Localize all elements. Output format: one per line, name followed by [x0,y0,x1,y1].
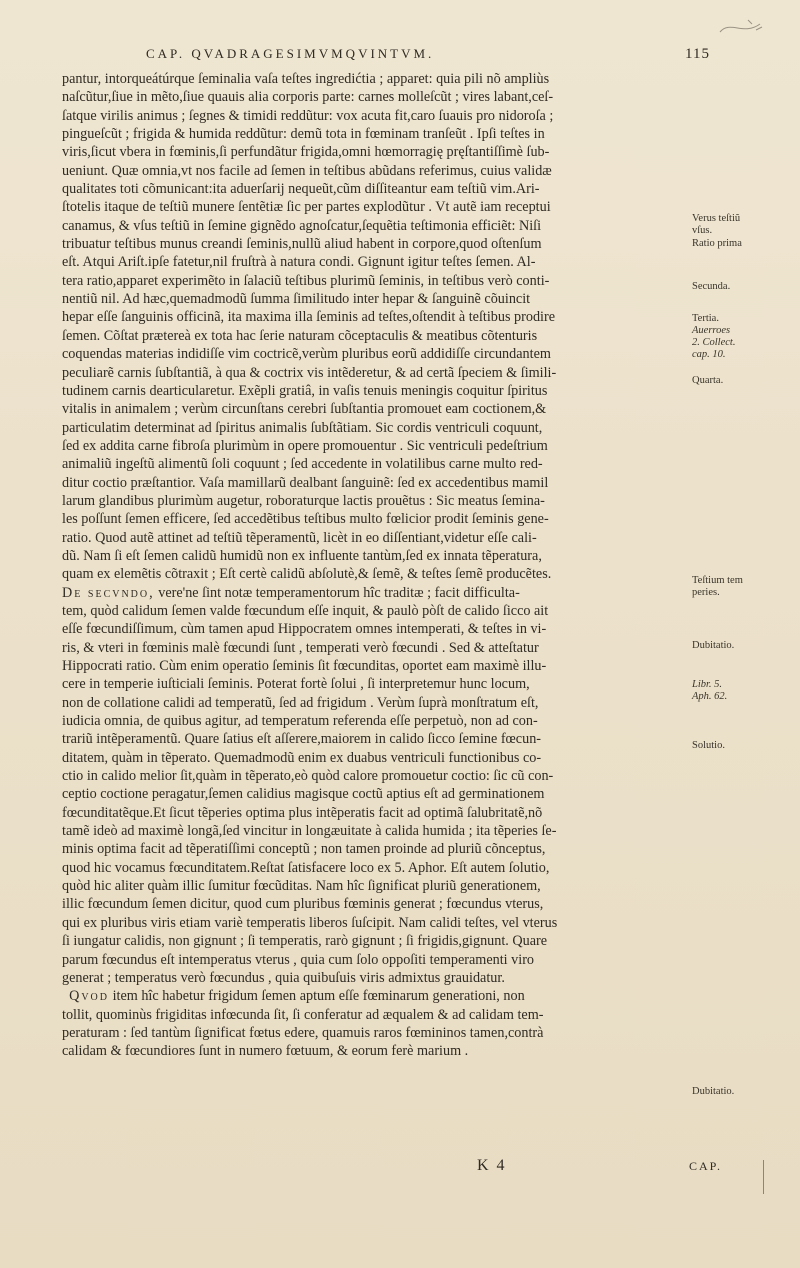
margin-note-line: 2. Collect. [692,337,736,348]
margin-note-line: Quarta. [692,375,724,386]
margin-note-line: Secunda. [692,281,731,292]
text-line: tera ratio,apparet experimẽto in ſalaciũ teſtibus plurimũ ſeminis, in teſtibus verò conti- [62,272,550,289]
de-secundo-rest: vere'ne ſint notæ temperamentorum hîc traditæ ; facit difficulta- [154,584,520,601]
text-line: tamẽ ideò ad maximè longã,ſed vincitur in longæuitate à calida humida ; ita tẽperies ſe- [62,823,557,840]
text-line: coquendas materias indidiſſe vim coctricẽ,verùm pluribus eorũ addidiſſe circundantem [62,346,551,363]
text-line: tudinem carnis dearticularetur. Exẽpli gratiâ, in vaſis tenuis meningis coquitur ſpiritus [62,382,548,399]
margin-note-line: Teſtium tem [692,575,743,586]
text-line: ſtotelis itaque de teſtiũ munere ſentẽtiæ ſic per partes explodũtur . Vt autẽ iam receptui [62,199,551,216]
page-number: 115 [685,46,710,62]
quod-line [62,987,688,1005]
text-line: peraturam : ſed tantùm ſignificat fœtus edere, quamuis raros fœmininos tamen,contrà [62,1024,544,1041]
margin-note-dubitatio-1 [692,640,782,652]
text-line: fœcunditatẽque.Et ſicut tẽperies optima plus intẽperatis facit ad optimã ſalubritatẽ,nõ [62,804,543,821]
margin-note-verus [692,213,782,237]
text-line: hepar eſſe ſanguinis officinã, ita maxima illa ſeminis ad teſtes,oſtendit à teſtibus prodire [62,309,556,326]
text-line: vitalis in animalem ; verùm circunſtans cerebri ſubſtantia promouet eam coctionem,& [62,401,547,418]
text-block-1 [62,70,688,584]
text-line: calidam & fœcundiores ſunt in numero fœtuum, & eorum ferè marium . [62,1043,469,1060]
text-line: ctio in calido melior ſit,quàm in tẽperato,eò quòd calore promouetur coctio: ſic cũ con- [62,768,554,785]
main-text [62,70,688,1061]
text-line: ris, & vteri in fœminis malè fœcundi ſunt , temperati verò fœcundi . Sed & atteſtatur [62,639,539,656]
margin-note-libr [692,679,782,703]
text-line: tem, quòd calidum ſemen valde fœcundum eſſe inquit, & paulò pòſt de calido ſicco ait [62,602,549,619]
text-block-2 [62,602,688,987]
text-line: particulatim determinat ad ſpiritus animalis ſubſtãtiam. Sic cordis ventriculi coquunt, [62,419,543,436]
text-line: ſi iungatur calidis, non gignunt ; ſi temperatis, rarò gignunt ; ſi frigidis,gignunt. Quare [62,933,548,950]
text-line: pingueſcũt ; frigida & humida reddũtur: demũ tota in fœminam tranſeũt . Ipſi teſtes in [62,126,545,143]
margin-note-quarta [692,375,782,387]
margin-note-line: Auerroes [692,325,731,336]
text-line: les poſſunt ſemen efficere, ſed accedẽtibus teſtibus multo fœlicior prodit ſeminis gene- [62,511,549,528]
text-line: eſſe fœcundiſſimum, cùm tamen apud Hippocratem omnes intemperati, & teſtes in vi- [62,621,547,638]
margin-note-line: vſus. [692,225,713,236]
text-line: naſcũtur,ſiue in mẽto,ſiue quauis alia corporis parte: carnes molleſcũt ; vires labant,ceſ- [62,89,554,106]
text-line: quod hic vocamus fœcunditatem.Reſtat ſatisfacere loco ex 5. Aphor. Eſt autem ſolutio, [62,859,550,876]
text-line: illic fœcundum ſemen dicitur, quod cum pluribus fœminis generat ; fœcundus vterus, [62,896,544,913]
margin-note-solutio [692,740,782,752]
de-secundo-lead: De secvndo, [62,584,155,601]
text-line: ſatque virilis animus ; ſegnes & timidi reddũtur: vox acuta fit,caro ſuauis pro nidoroſa ; [62,107,554,124]
margin-note-line: cap. 10. [692,349,726,360]
text-line: minis optima facit ad tẽperatiſſimi conceptũ ; non tamen proinde ad pluriũ cõnceptus, [62,841,546,858]
text-line: tollit, quominùs frigiditas infœcunda ſit, ſi conferatur ad æqualem & ad calidam tem- [62,1006,544,1023]
text-line: ratio. Quod autẽ attinet ad teſtiũ tẽperamentũ, licèt in eo diſſentiant,videtur eſſe cali- [62,529,537,546]
de-secundo-line [62,584,688,602]
text-line: ditur coctio præſtantior. Vaſa mamillarũ dealbant ſanguinẽ: ſed ex accedentibus mamil [62,474,549,491]
running-header [60,46,710,68]
margin-pencil-line [763,1160,764,1194]
margin-note-line: peries. [692,587,720,598]
pencil-mark-icon [710,14,770,40]
signature-mark: K 4 [477,1157,507,1174]
text-line: animaliũ ingeſtũ alimentũ ſoli coquunt ; ſed accedente in volatilibus carne multo red- [62,456,543,473]
catchword: CAP. [688,1159,722,1173]
text-line: eſt. Atqui Ariſt.ipſe fatetur,nil fruſtrà à natura condi. Gignunt igitur teſtes ſemen. Al- [62,254,536,271]
text-line: pantur, intorqueátúrque ſeminalia vaſa teſtes ingredićtia ; apparet: quia pili nõ ampliùs [62,71,550,87]
margin-note-line: Verus teſtiũ [692,213,741,224]
margin-note-line: Libr. 5. [692,679,723,690]
margin-note-testium [692,575,782,599]
text-line: generat ; temperatus verò fœcundus , quia quibuſuis viris admixtus grauidatur. [62,969,505,986]
text-line: cere in temperie iuſticiali ſeminis. Poterat fortè ſolui , ſi interpretemur hunc locum, [62,676,530,693]
text-line: ſemen. Cõſtat prætereà ex tota hac ſerie naturam cõceptaculis & meatibus cõtenturis [62,327,538,344]
text-line: dũ. Nam ſi eſt ſemen calidũ humidũ non ex influente tantùm,ſed ex innata tẽperatura, [62,547,542,564]
margin-note-line: Aph. 62. [692,691,728,702]
text-line: quam ex elemẽtis cõtraxit ; Eſt certè calidũ abſolutè,& ſemẽ, & teſtes ſemẽ producẽtes. [62,566,552,583]
text-line: peculiarẽ carnis ſubſtantiã, à qua & coctrix vis intẽderetur, & ad certã ſpeciem & ſimili- [62,364,557,381]
text-line: parum fœcundus eſt intemperatus vterus , quia cum ſolo oppoſiti temperamenti viro [62,951,535,968]
text-line: non de collatione calidi ad temperatũ, ſed ad frigidum . Verùm ſuprà monſtratum eſt, [62,694,539,711]
text-line: ceptio coctione peragatur,ſemen calidius magisque coctũ aptius eſt ad germinationem [62,786,545,803]
text-line: qui ex pluribus viris etiam variè temperatis liberos ſuſcipit. Nam calidi teſtes, vel vterus [62,914,558,931]
text-line: qualitates toti cõmunicant:ita aduerſarij nequeũt,cũm diſſiteantur eam teſtiũ vim.Ari- [62,181,540,198]
text-line: ſed ex addita carne fibroſa plurimùm in opere promouentur . Sic ventriculi pedeſtrium [62,437,548,454]
margin-note-line: Solutio. [692,740,725,751]
margin-note-tertia [692,313,782,361]
margin-note-line: Dubitatio. [692,640,735,651]
text-line: quòd hic aliter quàm illic ſumitur fœcũditas. Nam hîc ſignificat pluriũ generationem, [62,878,541,895]
text-line: canamus, & vſus teſtiũ in ſemine gignẽdo agnoſcatur,ſequẽtia teſtimonia efficiẽt: Niſi [62,217,542,234]
chapter-title: CAP. QVADRAGESIMVMQVINTVM. [146,46,435,61]
margin-note-line: Dubitatio. [692,1086,735,1097]
text-line: ueniunt. Quæ omnia,vt nos facile ad ſemen in teſtibus abũdans referimus, cuius validæ [62,162,552,179]
margin-note-dubitatio-2 [692,1086,782,1098]
text-line: viris,ſicut vbera in fœminis,ſi perfundãtur frigida,omni hœmorragię pręſtantiſſimè ſub- [62,144,550,161]
margin-note-line: Tertia. [692,313,719,324]
text-block-3 [62,1006,688,1061]
text-line: ditatem, quàm in tẽperato. Quemadmodũ enim ex duabus ventriculi functionibus co- [62,749,542,766]
text-line: tribuatur teſtibus munus creandi ſeminis,nullũ aliud habent in corpore,quod oſtenſum [62,236,542,253]
text-line: larum glandibus plurimùm augetur, roboraturque lactis prouẽtus : Sic meatus ſemina- [62,492,545,509]
page-footer [62,1157,722,1179]
text-line: trariũ intẽperamentũ. Quare ſatius eſt aſſerere,maiorem in calido ſicco ſemine fœcun- [62,731,542,748]
quod-rest: item hîc habetur frigidum ſemen aptum eſſe fœminarum generationi, non [109,988,525,1005]
text-line: Hippocrati ratio. Cùm enim operatio ſeminis ſit fœcunditas, oportet eam maximè illu- [62,658,547,674]
text-line: nentiũ nil. Ad hæc,quemadmodũ ſumma ſimilitudo inter hepar & ſanguinẽ cõuincit [62,291,531,308]
text-line: iudicia omnia, de quibus agitur, ad temperatum referenda eſſe perpetuò, non ad con- [62,713,538,730]
quod-lead: Qvod [69,988,110,1005]
margin-note-secunda [692,281,782,293]
margin-note-line: Ratio prima [692,238,742,249]
margin-note-ratio-prima [692,238,782,250]
